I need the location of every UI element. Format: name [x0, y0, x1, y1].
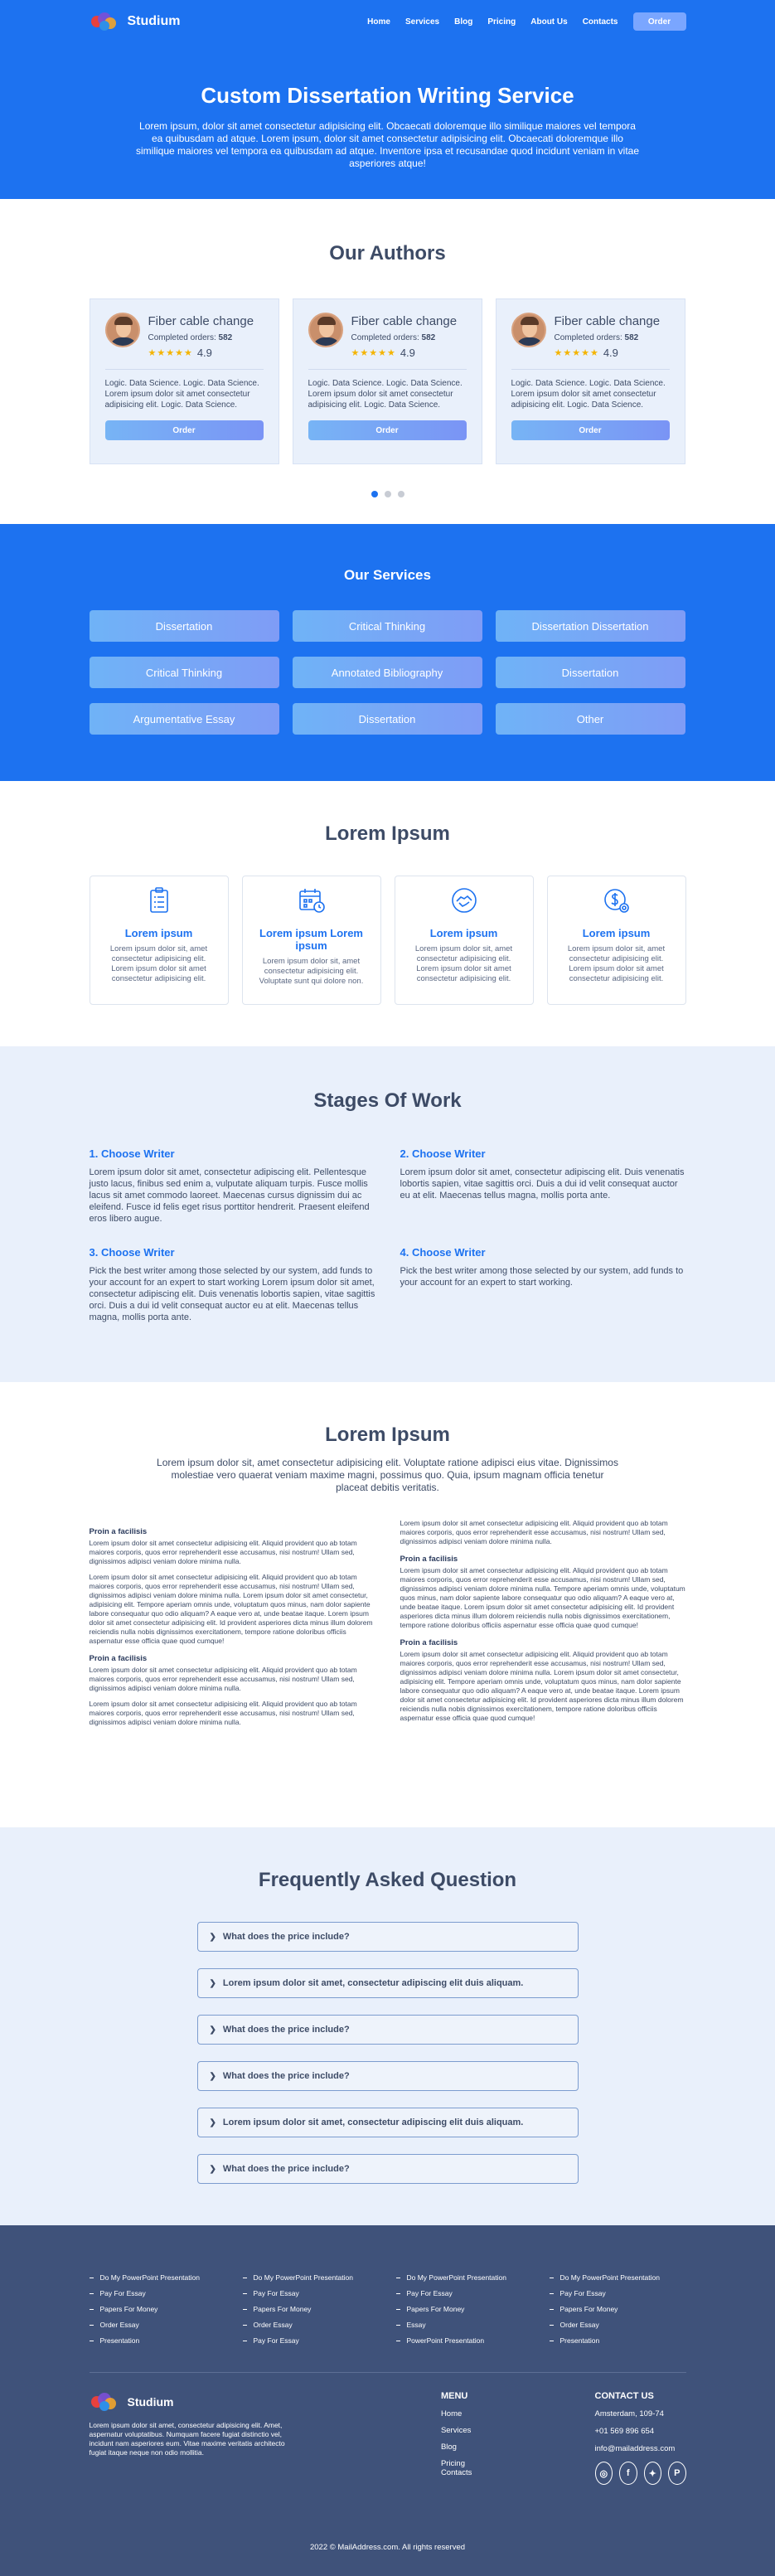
article-section [0, 1382, 775, 1827]
author-card [496, 298, 685, 464]
chevron-down-icon: ❯ [209, 1978, 216, 1988]
instagram-icon[interactable]: ◎ [595, 2462, 613, 2485]
brand[interactable] [90, 11, 181, 32]
service-button[interactable]: Argumentative Essay [90, 703, 279, 735]
author-card [293, 298, 482, 464]
article-paragraph: Lorem ipsum dolor sit amet consectetur adipisicing elit. Aliquid provident quo ab totam maiores corporis, quos error reprehenderit esse accusamus, nisi nostrum! Ullam sed, dignissimos adipisci veniam dolore minima nulla. [89, 1700, 357, 1726]
carousel-dot-3[interactable] [398, 491, 404, 497]
footer-menu-title: MENU [440, 2391, 468, 2401]
author-card [90, 298, 279, 464]
authors-section [0, 199, 775, 524]
footer-link[interactable]: Order Essay [90, 2321, 243, 2329]
authors-carousel [90, 298, 686, 464]
pinterest-icon[interactable]: P [668, 2462, 686, 2485]
facebook-icon[interactable]: f [619, 2462, 637, 2485]
feature-text: Lorem ipsum dolor sit, amet consectetur adipisicing elit. Lorem ipsum dolor sit amet consectetur adipisicing elit. [567, 944, 666, 983]
service-button[interactable]: Dissertation [496, 657, 685, 688]
footer-menu-home[interactable]: Home [440, 2409, 463, 2418]
stage-text: Lorem ipsum dolor sit amet, consectetur adipiscing elit. Duis venenatis lobortis sapien, vitae sagittis orci. Duis a dui id velit consequat auctor eu at elit. Maecenas tellus magna, mollis porta ante. [400, 1167, 685, 1201]
footer-contact [595, 2391, 686, 2493]
feature-text: Lorem ipsum dolor sit, amet consectetur adipisicing elit. Voluptate sunt qui dolore non. [259, 957, 364, 986]
footer-link-column [550, 2273, 703, 2352]
footer-link[interactable]: Papers For Money [243, 2305, 396, 2313]
stage-text: Pick the best writer among those selected by our system, add funds to your account for an expert to start working. [400, 1266, 684, 1288]
hero-title: Custom Dissertation Writing Service [201, 83, 574, 108]
article-subheading: Proin a facilisis [89, 1527, 148, 1536]
footer-link[interactable]: Do My PowerPoint Presentation [550, 2273, 703, 2282]
stage-item [90, 1246, 375, 1323]
service-button[interactable]: Critical Thinking [90, 657, 279, 688]
faq-item[interactable]: ❯ What does the price include? [197, 2061, 579, 2091]
stage-item [400, 1147, 686, 1225]
faq-item[interactable]: ❯ What does the price include? [197, 2154, 579, 2184]
footer-link[interactable]: Essay [396, 2321, 550, 2329]
service-button[interactable]: Critical Thinking [293, 610, 482, 642]
chevron-down-icon: ❯ [209, 2071, 216, 2081]
feature-title: Lorem ipsum [429, 927, 498, 939]
stage-text: Pick the best writer among those selected by our system, add funds to your account for an expert to start working Lorem ipsum dolor sit amet, consectetur adipiscing elit. Duis venenatis lobortis sapien, vitae sagittis orci. Duis a dui id velit consequat auctor eu at elit. Maecenas tellus magna, mollis porta ante. [89, 1266, 375, 1322]
stage-item [90, 1147, 375, 1225]
footer-links [90, 2273, 686, 2352]
contact-phone[interactable]: +01 569 896 654 [594, 2427, 655, 2436]
nav-blog[interactable]: Blog [454, 17, 473, 27]
rating: ★★★★★ 4.9 [148, 347, 212, 359]
carousel-dot-1[interactable] [371, 491, 378, 497]
article-lead: Lorem ipsum dolor sit, amet consectetur adipisicing elit. Voluptate ratione adipisci eius vitae. Dignissimos molestiae vero quaerat veniam maxime magni, possimus quo. Quia, ipsum magnam officia tenetur placeat debitis veritatis. [157, 1457, 618, 1493]
footer-contact-title: CONTACT US [594, 2391, 654, 2401]
stage-text: Lorem ipsum dolor sit amet, consectetur adipiscing elit. Pellentesque justo lacus, finibus sed enim a, vulputate aliquam turpis. Fusce mollis lacus sit amet commodo laoreet. Maecenas cursus dignissim dui ac eleifend. Fusce id felis eget risus porttitor hendrerit. Praesent eleifend eros libero augue. [89, 1167, 370, 1224]
hero-text: Lorem ipsum, dolor sit amet consectetur adipisicing elit. Obcaecati doloremque illo similique maiores vel tempora ea quibusdam ad atque. Lorem ipsum, dolor sit amet consectetur adipisicing elit. Obcaecati doloremque illo similique maiores vel tempora ea quibusdam ad atque. Inventore ipsa et recusandae quod incidunt veniam in vitae asperiores atque! [135, 120, 640, 169]
service-button[interactable]: Dissertation Dissertation [496, 610, 685, 642]
footer-link[interactable]: Papers For Money [550, 2305, 703, 2313]
footer-link-column [243, 2273, 396, 2352]
faq-item[interactable]: ❯ What does the price include? [197, 2015, 579, 2045]
top-nav [90, 0, 686, 40]
footer-brand [90, 2391, 441, 2493]
article-subheading: Proin a facilisis [400, 1638, 458, 1647]
avatar [308, 313, 343, 347]
article-paragraph: Lorem ipsum dolor sit amet consectetur adipisicing elit. Aliquid provident quo ab totam maiores corporis, quos error reprehenderit esse accusamus, nisi nostrum! Ullam sed, dignissimos adipisci veniam dolore minima nulla. [89, 1666, 357, 1692]
rating: ★★★★★ 4.9 [554, 347, 618, 359]
hero-section [0, 0, 775, 199]
stages-section [0, 1046, 775, 1382]
avatar [511, 313, 546, 347]
faq-item[interactable]: ❯ Lorem ipsum dolor sit amet, consectetur adipiscing elit duis aliquam. [197, 1968, 579, 1998]
stage-title: 4. Choose Writer [400, 1246, 486, 1259]
faq-title: Frequently Asked Question [258, 1869, 517, 1891]
nav-contacts[interactable]: Contacts [582, 17, 618, 27]
article-title: Lorem Ipsum [325, 1424, 450, 1446]
chevron-down-icon: ❯ [209, 2118, 216, 2127]
feature-card [242, 876, 381, 1005]
contact-email[interactable]: info@mailaddress.com [594, 2444, 676, 2453]
completed-orders: Completed orders: 582 [554, 333, 639, 342]
author-name: Fiber cable change [351, 314, 458, 328]
footer-link[interactable]: Pay For Essay [550, 2289, 703, 2297]
article-paragraph: Lorem ipsum dolor sit amet consectetur adipisicing elit. Aliquid provident quo ab totam maiores corporis, quos error reprehenderit esse accusamus, nisi nostrum! Ullam sed, dignissimos adipisci veniam dolore minima nulla. [400, 1519, 668, 1545]
article-paragraph: Lorem ipsum dolor sit amet consectetur adipisicing elit. Aliquid provident quo ab totam maiores corporis, quos error reprehenderit esse accusamus, nisi nostrum! Ullam sed, dignissimos adipisci veniam dolore minima nulla. Tempore aperiam omnis unde, voluptatum quos minus, nam dolor sapiente labore consequatur quo odio aliquam? A eaque vero at, unde beatae itaque. Lorem ipsum dolor sit amet consectetur adipisicing elit. Id provident asperiores dicta minus illum dolorem reiciendis nulla nobis dignissimos exercitationem, tempore ratione doloribus officiis aspernatur esse officia quae quod cumque! [400, 1566, 685, 1629]
chevron-down-icon: ❯ [209, 2164, 216, 2174]
stage-item [400, 1246, 686, 1323]
service-button[interactable]: Dissertation [293, 703, 482, 735]
footer-about: Lorem ipsum dolor sit amet, consectetur adipisicing elit. Amet, aspernatur voluptatibus. Numquam facere fugiat distinctio vel, incidunt nam asperiores eum. Vitae maxime veritatis architecto fugiat itaque neque non odio mollitia. [89, 2421, 285, 2457]
footer-divider [90, 2372, 686, 2373]
article-subheading: Proin a facilisis [89, 1654, 148, 1663]
footer-link-column [396, 2273, 550, 2352]
chevron-down-icon: ❯ [209, 2025, 216, 2035]
stages-title: Stages Of Work [313, 1089, 462, 1112]
brand-name: Studium [127, 14, 181, 28]
stage-title: 2. Choose Writer [400, 1147, 486, 1160]
footer-menu-contacts[interactable]: Contacts [440, 2468, 472, 2477]
footer-link[interactable]: Papers For Money [396, 2305, 550, 2313]
footer-link[interactable]: Do My PowerPoint Presentation [90, 2273, 243, 2282]
nav-about-us[interactable]: About Us [530, 17, 568, 27]
faq-list [197, 1922, 579, 2184]
authors-title: Our Authors [329, 242, 446, 264]
footer-link[interactable]: Presentation [90, 2336, 243, 2345]
stage-title: 1. Choose Writer [89, 1147, 175, 1160]
author-description: Logic. Data Science. Logic. Data Science. Lorem ipsum dolor sit amet consectetur adipisicing elit. Logic. Data Science. [308, 369, 467, 410]
footer-link[interactable]: Order Essay [550, 2321, 703, 2329]
footer-link[interactable]: Presentation [550, 2336, 703, 2345]
footer-menu [441, 2391, 595, 2493]
nav-pricing[interactable]: Pricing [487, 17, 516, 27]
features-title: Lorem Ipsum [325, 822, 450, 845]
chevron-down-icon: ❯ [209, 1932, 216, 1942]
nav-home[interactable]: Home [367, 17, 390, 27]
carousel-dots [90, 491, 686, 497]
carousel-dot-2[interactable] [385, 491, 391, 497]
author-order-button[interactable]: Order [511, 420, 670, 440]
service-button[interactable]: Annotated Bibliography [293, 657, 482, 688]
footer-link[interactable]: PowerPoint Presentation [396, 2336, 550, 2345]
article-paragraph: Lorem ipsum dolor sit amet consectetur adipisicing elit. Aliquid provident quo ab totam maiores corporis, quos error reprehenderit esse accusamus, nisi nostrum! Ullam sed, dignissimos adipisci veniam dolore minima nulla. [89, 1539, 357, 1565]
footer-menu-pricing[interactable]: Pricing [440, 2459, 465, 2468]
article-subheading: Proin a facilisis [400, 1555, 458, 1564]
feature-card [547, 876, 686, 1005]
faq-item[interactable]: ❯ What does the price include? [197, 1922, 579, 1952]
handshake-icon [450, 886, 478, 914]
studium-logo-icon [90, 11, 121, 32]
article-paragraph: Lorem ipsum dolor sit amet consectetur adipisicing elit. Aliquid provident quo ab totam maiores corporis, quos error reprehenderit esse accusamus, nisi nostrum! Ullam sed, dignissimos adipisci veniam dolore minima nulla. Lorem ipsum dolor sit amet consectetur, adipisicing elit. Tempore aperiam omnis unde, voluptatum quos minus, nam dolor sapiente labore consequatur quo odio aliquam? A eaque vero at, unde beatae itaque. Lorem ipsum dolor sit amet consectetur adipisicing elit. Id provident asperiores dicta minus illum dolorem reiciendis nulla nobis dignissimos exercitationem, tempore ratione doloribus officiis aspernatur esse officia quae quod cumque! [400, 1650, 684, 1722]
footer [0, 2225, 775, 2576]
footer-link[interactable]: Papers For Money [90, 2305, 243, 2313]
social-links [595, 2462, 686, 2485]
star-icon: ★★★★★ [554, 348, 599, 358]
completed-orders: Completed orders: 582 [351, 333, 436, 342]
dollar-gear-icon [603, 886, 631, 914]
footer-link[interactable]: Pay For Essay [396, 2289, 550, 2297]
feature-card [395, 876, 534, 1005]
author-name: Fiber cable change [148, 314, 254, 328]
contact-address: Amsterdam, 109-74 [594, 2409, 664, 2418]
order-button[interactable]: Order [633, 12, 686, 31]
twitter-icon[interactable]: ✦ [644, 2462, 662, 2485]
feature-card [90, 876, 229, 1005]
brand-name: Studium [127, 2395, 174, 2409]
footer-link[interactable]: Pay For Essay [243, 2289, 396, 2297]
article-right-column [400, 1519, 686, 1734]
article-paragraph: Lorem ipsum dolor sit amet consectetur adipisicing elit. Aliquid provident quo ab totam maiores corporis, quos error reprehenderit esse accusamus, nisi nostrum! Ullam sed, dignissimos adipisci veniam dolore minima nulla. Lorem ipsum dolor sit amet consectetur, adipisicing elit. Tempore aperiam omnis unde, voluptatum quos minus, nam dolor sapiente labore consequatur quo odio aliquam? A eaque vero at, unde beatae itaque. Lorem ipsum dolor sit amet consectetur adipisicing elit. Id provident asperiores dicta minus illum dolorem reiciendis nulla nobis dignissimos exercitationem, tempore ratione doloribus officiis aspernatur esse officia quae quod cumque! [89, 1573, 373, 1645]
faq-item[interactable]: ❯ Lorem ipsum dolor sit amet, consectetur adipiscing elit duis aliquam. [197, 2108, 579, 2137]
rating: ★★★★★ 4.9 [351, 347, 415, 359]
clipboard-list-icon [145, 886, 173, 914]
services-title: Our Services [344, 567, 431, 583]
footer-link[interactable]: Order Essay [243, 2321, 396, 2329]
footer-link[interactable]: Do My PowerPoint Presentation [396, 2273, 550, 2282]
faq-section [0, 1827, 775, 2225]
footer-link[interactable]: Do My PowerPoint Presentation [243, 2273, 396, 2282]
copyright: 2022 © MailAddress.com. All rights reserved [309, 2543, 466, 2552]
nav-services[interactable]: Services [404, 17, 440, 27]
footer-link-column [90, 2273, 243, 2352]
brand[interactable] [90, 2391, 441, 2413]
feature-title: Lorem ipsum Lorem ipsum [259, 927, 363, 952]
author-order-button[interactable]: Order [105, 420, 264, 440]
main-menu [367, 12, 685, 31]
author-name: Fiber cable change [554, 314, 661, 328]
author-description: Logic. Data Science. Logic. Data Science. Lorem ipsum dolor sit amet consectetur adipisicing elit. Logic. Data Science. [511, 369, 670, 410]
article-left-column [90, 1519, 375, 1734]
stage-title: 3. Choose Writer [89, 1246, 175, 1259]
completed-orders: Completed orders: 582 [148, 333, 233, 342]
avatar [105, 313, 140, 347]
footer-menu-blog[interactable]: Blog [440, 2443, 457, 2452]
services-section [0, 524, 775, 781]
service-button[interactable]: Other [496, 703, 685, 735]
author-description: Logic. Data Science. Logic. Data Science. Lorem ipsum dolor sit amet consectetur adipisicing elit. Logic. Data Science. [105, 369, 264, 410]
footer-link[interactable]: Pay For Essay [243, 2336, 396, 2345]
footer-menu-services[interactable]: Services [440, 2426, 472, 2435]
services-grid [90, 610, 686, 735]
footer-link[interactable]: Pay For Essay [90, 2289, 243, 2297]
service-button[interactable]: Dissertation [90, 610, 279, 642]
author-order-button[interactable]: Order [308, 420, 467, 440]
features-section [0, 781, 775, 1046]
feature-title: Lorem ipsum [582, 927, 651, 939]
feature-text: Lorem ipsum dolor sit, amet consectetur adipisicing elit. Lorem ipsum dolor sit amet consectetur adipisicing elit. [109, 944, 208, 983]
star-icon: ★★★★★ [351, 348, 396, 358]
calendar-icon [298, 886, 326, 914]
feature-text: Lorem ipsum dolor sit, amet consectetur adipisicing elit. Lorem ipsum dolor sit amet consectetur adipisicing elit. [414, 944, 513, 983]
star-icon: ★★★★★ [148, 348, 193, 358]
studium-logo-icon [90, 2391, 121, 2413]
feature-title: Lorem ipsum [124, 927, 193, 939]
